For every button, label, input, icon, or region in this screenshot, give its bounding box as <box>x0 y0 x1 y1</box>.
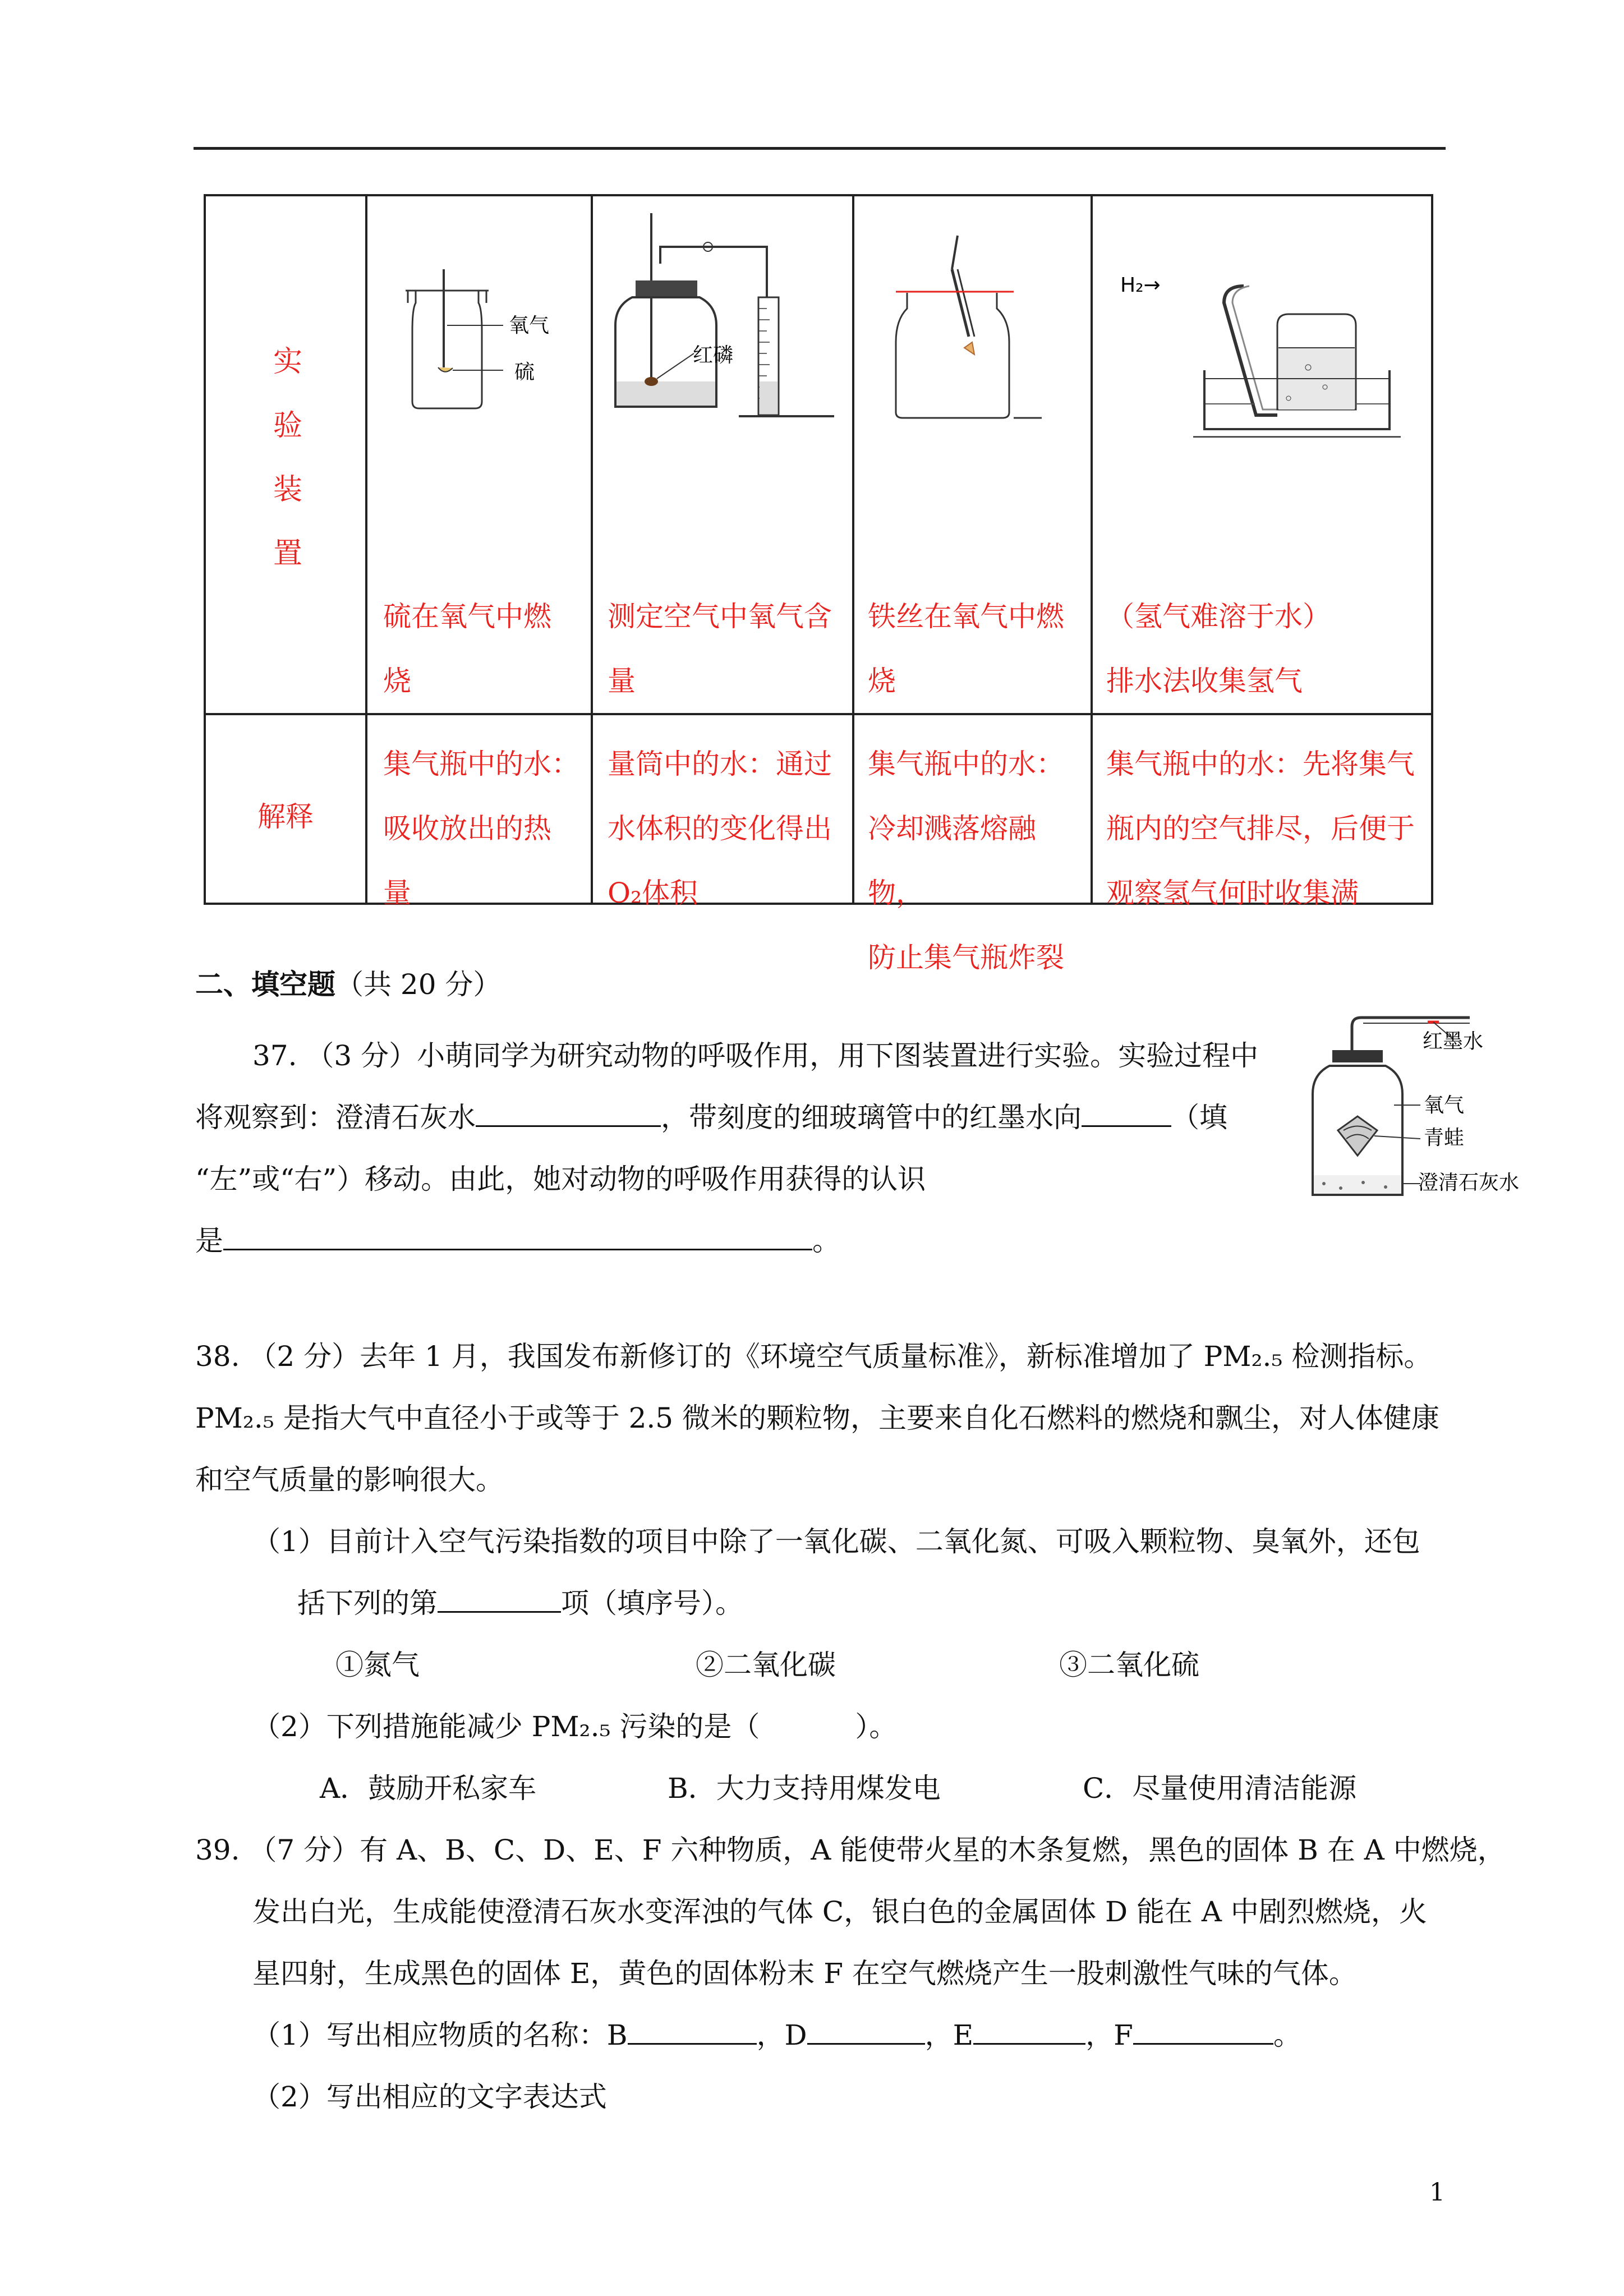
q39-part2: （2）写出相应的文字表达式 <box>252 2081 607 2113</box>
blank[interactable] <box>223 1224 812 1250</box>
sulfur-combustion-diagram <box>391 269 559 421</box>
table-divider <box>1091 196 1093 903</box>
row-label-char: 实 <box>273 345 303 379</box>
explanation-phosphorus: 量筒中的水：通过 水体积的变化得出 O₂体积 <box>608 748 832 909</box>
blank[interactable] <box>628 2018 757 2045</box>
svg-text:澄清石灰水: 澄清石灰水 <box>1418 1171 1520 1194</box>
row-label-char: 验 <box>273 409 303 443</box>
phosphorus-oxygen-diagram <box>610 213 845 438</box>
svg-text:氧气: 氧气 <box>509 314 550 337</box>
explanation-hydrogen: 集气瓶中的水：先将集气 瓶内的空气排尽，后便于 观察氢气何时收集满 <box>1106 748 1415 909</box>
caption-phosphorus: 测定空气中氧气含 量 <box>608 600 832 697</box>
svg-text:氧气: 氧气 <box>1424 1094 1465 1117</box>
q38-part1-line2: 括下列的第 项（填序号）。 <box>297 1587 743 1619</box>
q37-line2: 将观察到：澄清石灰水 ，带刻度的细玻璃管中的红墨水向 （填 <box>195 1101 1227 1134</box>
blank[interactable] <box>973 2018 1085 2045</box>
row-label-explanation: 解释 <box>257 800 314 833</box>
svg-text:H₂→: H₂→ <box>1120 274 1161 297</box>
row-label-char: 装 <box>273 473 303 507</box>
q39-line1: 39. （7 分）有 A、B、C、D、E、F 六种物质，A 能使带火星的木条复燃，黑色的固体 B 在 A 中燃烧， <box>195 1834 1506 1866</box>
header-rule <box>194 147 1446 150</box>
q37-line1: 37. （3 分）小萌同学为研究动物的呼吸作用，用下图装置进行实验。实验过程中 <box>252 1039 1259 1072</box>
q39-line3: 星四射，生成黑色的固体 E，黄色的固体粉末 F 在空气燃烧产生一股刺激性气味的气体。 <box>252 1957 1357 1990</box>
q37-line3: “左”或“右”）移动。由此，她对动物的呼吸作用获得的认识 <box>195 1163 926 1195</box>
q38-choice: A．鼓励开私家车 <box>320 1772 537 1805</box>
blank[interactable] <box>476 1101 661 1127</box>
caption-hydrogen: （氢气难溶于水） 排水法收集氢气 <box>1106 600 1331 697</box>
blank[interactable] <box>1082 1101 1171 1127</box>
svg-text:红墨水: 红墨水 <box>1423 1030 1484 1053</box>
hydrogen-collection-diagram <box>1109 258 1412 438</box>
q38-part1-line1: （1）目前计入空气污染指数的项目中除了一氧化碳、二氧化氮、可吸入颗粒物、臭氧外，还包 <box>252 1525 1420 1558</box>
caption-iron: 铁丝在氧气中燃 烧 <box>868 600 1064 697</box>
experiment-table <box>204 194 1433 974</box>
q38-choice: B．大力支持用煤发电 <box>668 1772 941 1805</box>
q38-line3: 和空气质量的影响很大。 <box>195 1464 504 1496</box>
q37-line4: 是 。 <box>195 1225 840 1257</box>
table-divider <box>365 196 367 903</box>
explanation-iron: 集气瓶中的水： 冷却溅落熔融物， 防止集气瓶炸裂 <box>868 748 1064 974</box>
svg-text:青蛙: 青蛙 <box>1424 1126 1465 1149</box>
blank[interactable] <box>438 1586 561 1613</box>
frog-respiration-diagram <box>1301 1010 1526 1228</box>
svg-text:硫: 硫 <box>514 361 535 384</box>
q38-line2: PM₂.₅ 是指大气中直径小于或等于 2.5 微米的颗粒物，主要来自化石燃料的燃烧和飘尘，对人体健康 <box>195 1402 1440 1434</box>
row-label-char: 置 <box>273 537 303 570</box>
blank[interactable] <box>807 2018 925 2045</box>
caption-sulfur: 硫在氧气中燃 烧 <box>383 600 551 697</box>
q38-part2: （2）下列措施能减少 PM₂.₅ 污染的是（ ）。 <box>252 1710 898 1743</box>
q38-line1: 38. （2 分）去年 1 月，我国发布新修订的《环境空气质量标准》，新标准增加了 PM₂.₅ 检测指标。 <box>195 1340 1432 1373</box>
explanation-sulfur: 集气瓶中的水： 吸收放出的热 量 <box>383 748 579 909</box>
q39-line2: 发出白光，生成能使澄清石灰水变浑浊的气体 C，银白色的金属固体 D 能在 A 中剧烈燃烧，火 <box>252 1895 1427 1928</box>
q38-option: ③二氧化硫 <box>1059 1649 1199 1681</box>
q38-option: ②二氧化碳 <box>696 1649 836 1681</box>
blank[interactable] <box>1133 2018 1273 2045</box>
section-heading: 二、填空题（共 20 分） <box>195 968 502 1001</box>
svg-text:红磷: 红磷 <box>693 344 734 367</box>
q38-choice: C．尽量使用清洁能源 <box>1083 1772 1357 1805</box>
table-divider <box>852 196 854 903</box>
table-divider <box>591 196 593 903</box>
q39-part1: （1）写出相应物质的名称：B ，D ，E ，F 。 <box>252 2019 1301 2051</box>
page-number: 1 <box>1429 2178 1445 2207</box>
iron-wire-diagram <box>885 230 1064 421</box>
q38-option: ①氮气 <box>335 1649 420 1681</box>
